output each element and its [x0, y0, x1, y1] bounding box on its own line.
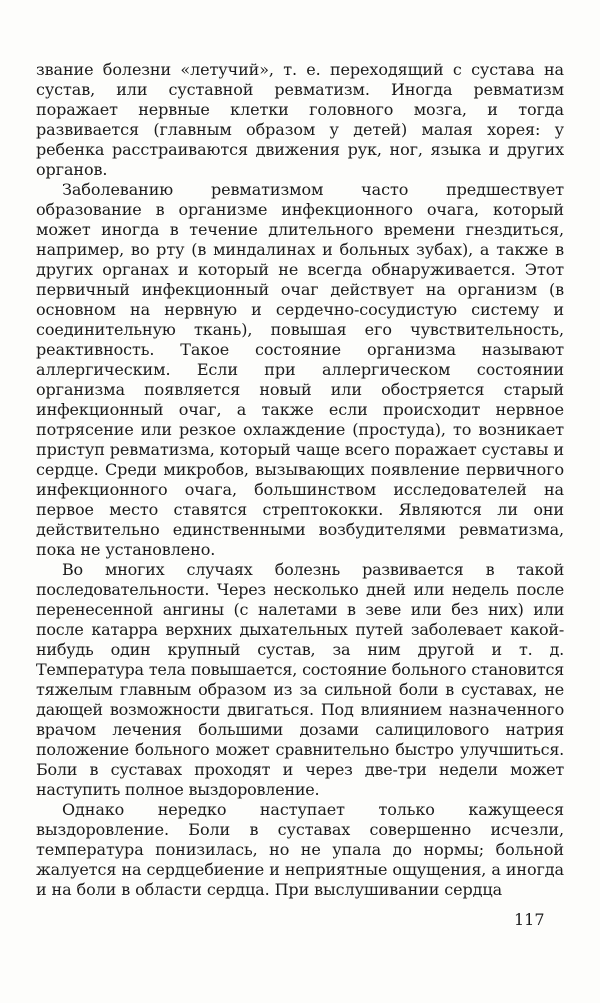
paragraph-4: Однако нередко наступает только кажущееся выздоровление. Боли в суставах совершенно исчезли, температура понизилась, но не упала до нормы; больной жалуется на сердцебиение и неприятные ощущения, а иногда и на боли в области сердца. При выслушивании сердца	[36, 800, 564, 899]
paragraph-3: Во многих случаях болезнь развивается в такой последовательности. Через несколько дней или недель после перенесенной ангины (с налетами в зеве или без них) или после катарра верхних дыхательных путей заболевает какой-нибудь один крупный сустав, за ним другой и т. д. Температура тела повышается, состояние больного становится тяжелым главным образом из за сильной боли в суставах, не дающей возможности двигаться. Под влиянием назначенного врачом лечения большими дозами салицилового натрия положение больного может сравнительно быстро улучшиться. Боли в суставах проходят и через две-три недели может наступить полное выздоровление.	[36, 560, 564, 799]
body-text	[36, 60, 564, 900]
page-number: 117	[514, 910, 545, 929]
paragraph-2: Заболеванию ревматизмом часто предшествует образование в организме инфекционного очага, который может иногда в течение длительного времени гнездиться, например, во рту (в миндалинах и больных зубах), а также в других органах и который не всегда обнаруживается. Этот первичный инфекционный очаг действует на организм (в основном на нервную и сердечно-сосудистую систему и соединительную ткань), повышая его чувствительность, реактивность. Такое состояние организма называют аллергическим. Если при аллергическом состоянии организма появляется новый или обостряется старый инфекционный очаг, а также если происходит нервное потрясение или резкое охлаждение (простуда), то возникает приступ ревматизма, который чаще всего поражает суставы и сердце. Среди микробов, вызывающих появление первичного инфекционного очага, большинством исследователей на первое место ставятся стрептококки. Являются ли они действительно единственными возбудителями ревматизма, пока не установлено.	[36, 180, 564, 559]
paragraph-1: звание болезни «летучий», т. е. переходящий с сустава на сустав, или суставной ревматизм. Иногда ревматизм поражает нервные клетки головного мозга, и тогда развивается (главным образом у детей) малая хорея: у ребенка расстраиваются движения рук, ног, языка и других органов.	[36, 60, 564, 179]
